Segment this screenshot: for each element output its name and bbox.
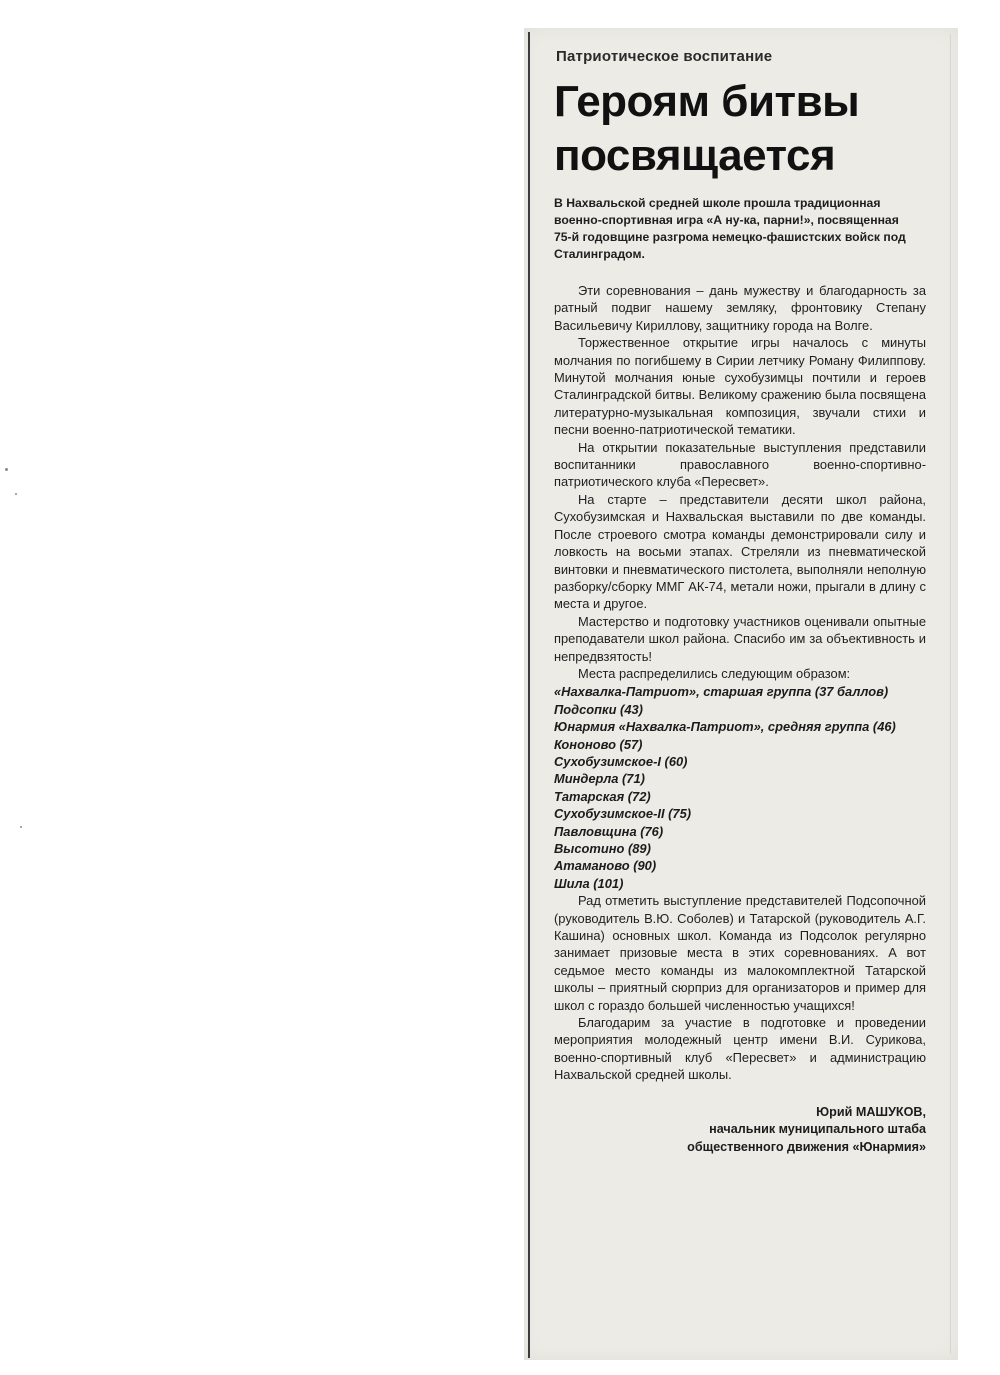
article: [554, 48, 926, 1156]
author-organization: общественного движения «Юнармия»: [687, 1139, 926, 1154]
body-paragraph: На открытии показательные выступления представили воспитанники православного военно-спортивно-патриотического клуба «Пересвет».: [554, 439, 926, 490]
results-item: Сухобузимское-II (75): [554, 806, 692, 822]
author-name: Юрий МАШУКОВ,: [816, 1104, 926, 1119]
article-headline: Героям битвы посвящается: [554, 77, 860, 180]
results-item: Юнармия «Нахвалка-Патриот», средняя группа (46): [554, 719, 896, 735]
author-position: начальник муниципального штаба: [709, 1122, 926, 1137]
scan-speck: [5, 468, 8, 471]
clipping-column-rule: [528, 32, 530, 1358]
results-item: Атаманово (90): [554, 858, 657, 874]
author-signature: [554, 1104, 926, 1157]
clipping-right-edge: [950, 34, 951, 1354]
body-paragraph: Эти соревнования – дань мужеству и благодарность за ратный подвиг нашему земляку, фронтовику Степану Васильевичу Кириллову, защитнику города на Волге.: [554, 283, 926, 333]
body-paragraph: Торжественное открытие игры началось с минуты молчания по погибшему в Сирии летчику Роману Филиппову. Минутой молчания юные сухобузимцы почтили и героев Сталинградской битвы. Великому сражению была посвящена литературно-музыкальная композиция, звучали стихи и песни военно-патриотической тематики.: [554, 335, 926, 438]
body-paragraph: Места распределились следующим образом:: [578, 665, 851, 681]
results-item: Татарская (72): [554, 788, 651, 804]
results-item: Высотино (89): [554, 841, 651, 856]
body-paragraph: Мастерство и подготовку участников оценивали опытные преподаватели школ района. Спасибо им за объективность и непредвзятость!: [554, 613, 926, 664]
results-list: [554, 683, 926, 892]
article-lead: В Нахвальской средней школе прошла традиционная военно-спортивная игра «А ну-ка, парни!», посвященная 75-й годовщине разгрома немецко-фашистских войск под Сталинградом.: [554, 196, 906, 261]
results-item: Павловщина (76): [554, 823, 664, 839]
scan-speck: [15, 493, 17, 495]
results-item: Подсопки (43): [554, 701, 643, 717]
body-paragraph: На старте – представители десяти школ района, Сухобузимская и Нахвальская выставили по две команды. После строевого смотра команды демонстрировали силу и ловкость на восьми этапах. Стреляли из пневматической винтовки и пневматического пистолета, выполняли неполную разборку/сборку ММГ АК-74, метали ножи, прыгали в длину с места и другое.: [554, 491, 926, 612]
article-rubric: Патриотическое воспитание: [556, 48, 773, 65]
scan-speck: [20, 826, 22, 828]
results-item: Кононово (57): [554, 736, 643, 752]
results-item: «Нахвалка-Патриот», старшая группа (37 баллов): [554, 684, 889, 700]
results-item: Шила (101): [554, 875, 624, 891]
body-paragraph: Благодарим за участие в подготовке и проведении мероприятия молодежный центр имени В.И. Сурикова, военно-спортивный клуб «Пересвет» и администрацию Нахвальской средней школы.: [554, 1015, 926, 1083]
results-item: Миндерла (71): [554, 771, 645, 787]
body-paragraph: Рад отметить выступление представителей Подсопочной (руководитель В.Ю. Соболев) и Татарской (руководитель А.Г. Кашина) основных школ. Команда из Подсолок регулярно занимает призовые места в этих соревнованиях. А вот седьмое место команды из малокомплектной Татарской школы – приятный сюрприз для организаторов и пример для школ с гораздо большей численностью учащихся!: [554, 893, 926, 1013]
article-body: [554, 282, 926, 1084]
results-item: Сухобузимское-I (60): [554, 753, 688, 769]
